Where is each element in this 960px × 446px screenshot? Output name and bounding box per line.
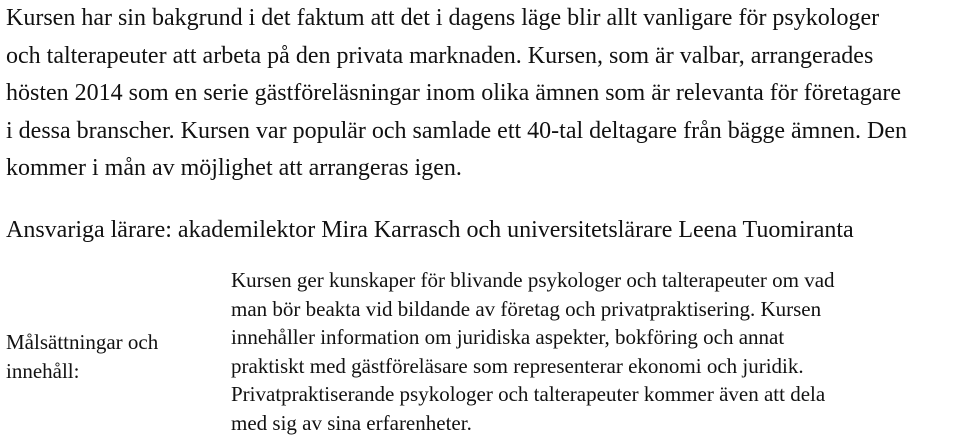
- responsible-teachers: Ansvariga lärare: akademilektor Mira Karrasch och universitetslärare Leena Tuomiranta: [6, 217, 854, 243]
- goals-line: praktiskt med gästföreläsare som representerar ekonomi och juridik.: [231, 353, 804, 378]
- goals-label: [6, 328, 158, 385]
- goals-content: [231, 266, 956, 437]
- goals-line: man bör beakta vid bildande av företag och privatpraktisering. Kursen: [231, 296, 822, 321]
- intro-line: och talterapeuter att arbeta på den privata marknaden. Kursen, som är valbar, arrangerades: [6, 42, 874, 69]
- goals-label-line: Målsättningar och: [6, 330, 159, 354]
- intro-line: hösten 2014 som en serie gästföreläsningar inom olika ämnen som är relevanta för företagare: [6, 80, 902, 106]
- goals-line: med sig av sina erfarenheter.: [231, 410, 472, 435]
- goals-line: innehåller information om juridiska aspekter, bokföring och annat: [231, 325, 785, 349]
- intro-paragraph: [6, 0, 956, 188]
- goals-line: Privatpraktiserande psykologer och talterapeuter kommer även att dela: [231, 382, 826, 406]
- intro-line: Kursen har sin bakgrund i det faktum att det i dagens läge blir allt vanligare för psykologer: [6, 5, 880, 31]
- goals-label-line: innehåll:: [6, 358, 80, 383]
- goals-line: Kursen ger kunskaper för blivande psykologer och talterapeuter om vad: [231, 268, 835, 292]
- intro-line: i dessa branscher. Kursen var populär och samlade ett 40-tal deltagare från bägge ämnen. Den: [6, 117, 907, 144]
- intro-line: kommer i mån av möjlighet att arrangeras igen.: [6, 155, 462, 181]
